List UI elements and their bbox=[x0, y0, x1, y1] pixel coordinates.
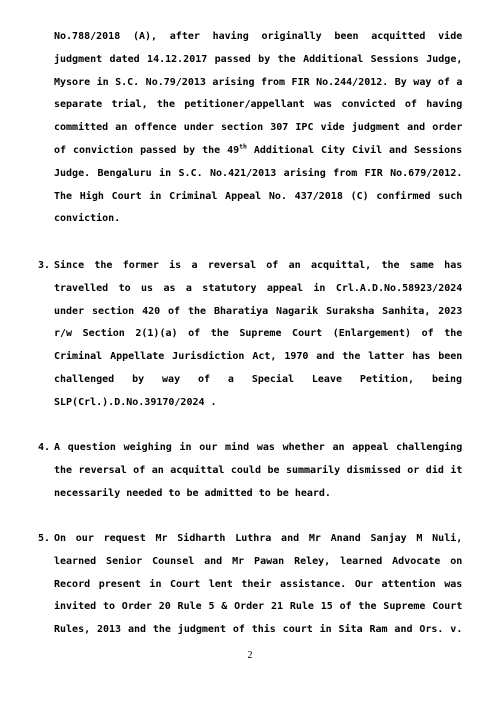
text-line: Rules, 2013 and the judgment of this court in Sita Ram and Ors. v. bbox=[54, 624, 463, 636]
text-line: necessarily needed to be admitted to be heard. bbox=[54, 487, 331, 499]
text-line: separate trial, the petitioner/appellant was convicted of having bbox=[54, 99, 463, 111]
text-line: the reversal of an acquittal could be summarily dismissed or did it bbox=[54, 464, 463, 476]
text-line-with-superscript bbox=[54, 140, 462, 163]
paragraph-number: 3. bbox=[38, 260, 51, 271]
text-line: r/w Section 2(1)(a) of the Supreme Court (Enlargement) of the bbox=[54, 328, 463, 340]
text-line: invited to Order 20 Rule 5 & Order 21 Rule 15 of the Supreme Court bbox=[54, 601, 463, 613]
continuation-paragraph bbox=[54, 26, 462, 231]
text-line: challenged by way of a Special Leave Petition, being bbox=[54, 373, 463, 385]
text-line: Mysore in S.C. No.79/2013 arising from FIR No.244/2012. By way of a bbox=[54, 76, 463, 88]
text-line: No.788/2018 (A), after having originally been acquitted vide bbox=[54, 31, 463, 42]
text-segment: Additional City Civil and Sessions bbox=[246, 144, 463, 156]
text-line: The High Court in Criminal Appeal No. 437/2018 (C) confirmed such bbox=[54, 190, 463, 202]
text-line: travelled to us as a statutory appeal in Crl.A.D.No.58923/2024 bbox=[54, 282, 463, 294]
page-number: 2 bbox=[247, 650, 253, 661]
paragraph-number: 5. bbox=[38, 533, 51, 544]
text-segment: of conviction passed by the 49 bbox=[54, 144, 240, 156]
text-line: under section 420 of the Bharatiya Nagarik Suraksha Sanhita, 2023 bbox=[54, 305, 463, 317]
paragraph-number: 4. bbox=[38, 442, 51, 453]
text-line: Judge. Bengaluru in S.C. No.421/2013 arising from FIR No.679/2012. bbox=[54, 167, 463, 179]
text-line: Since the former is a reversal of an acquittal, the same has bbox=[54, 260, 463, 271]
text-line: SLP(Crl.).D.No.39170/2024 . bbox=[54, 396, 217, 408]
text-line: conviction. bbox=[54, 213, 121, 225]
paragraph-body bbox=[54, 528, 462, 642]
text-line: A question weighing in our mind was whether an appeal challenging bbox=[54, 442, 463, 453]
paragraph-body bbox=[54, 437, 462, 505]
text-line: learned Senior Counsel and Mr Pawan Reley, learned Advocate on bbox=[54, 555, 463, 567]
ordinal-superscript: th bbox=[239, 142, 247, 151]
text-line: Record present in Court lent their assistance. Our attention was bbox=[54, 578, 463, 590]
paragraph-body bbox=[54, 255, 462, 415]
text-line: committed an offence under section 307 IPC vide judgment and order bbox=[54, 122, 463, 134]
text-line: Criminal Appellate Jurisdiction Act, 1970 and the latter has been bbox=[54, 351, 463, 363]
text-line: judgment dated 14.12.2017 passed by the Additional Sessions Judge, bbox=[54, 53, 463, 65]
text-line: On our request Mr Sidharth Luthra and Mr Anand Sanjay M Nuli, bbox=[54, 533, 463, 544]
